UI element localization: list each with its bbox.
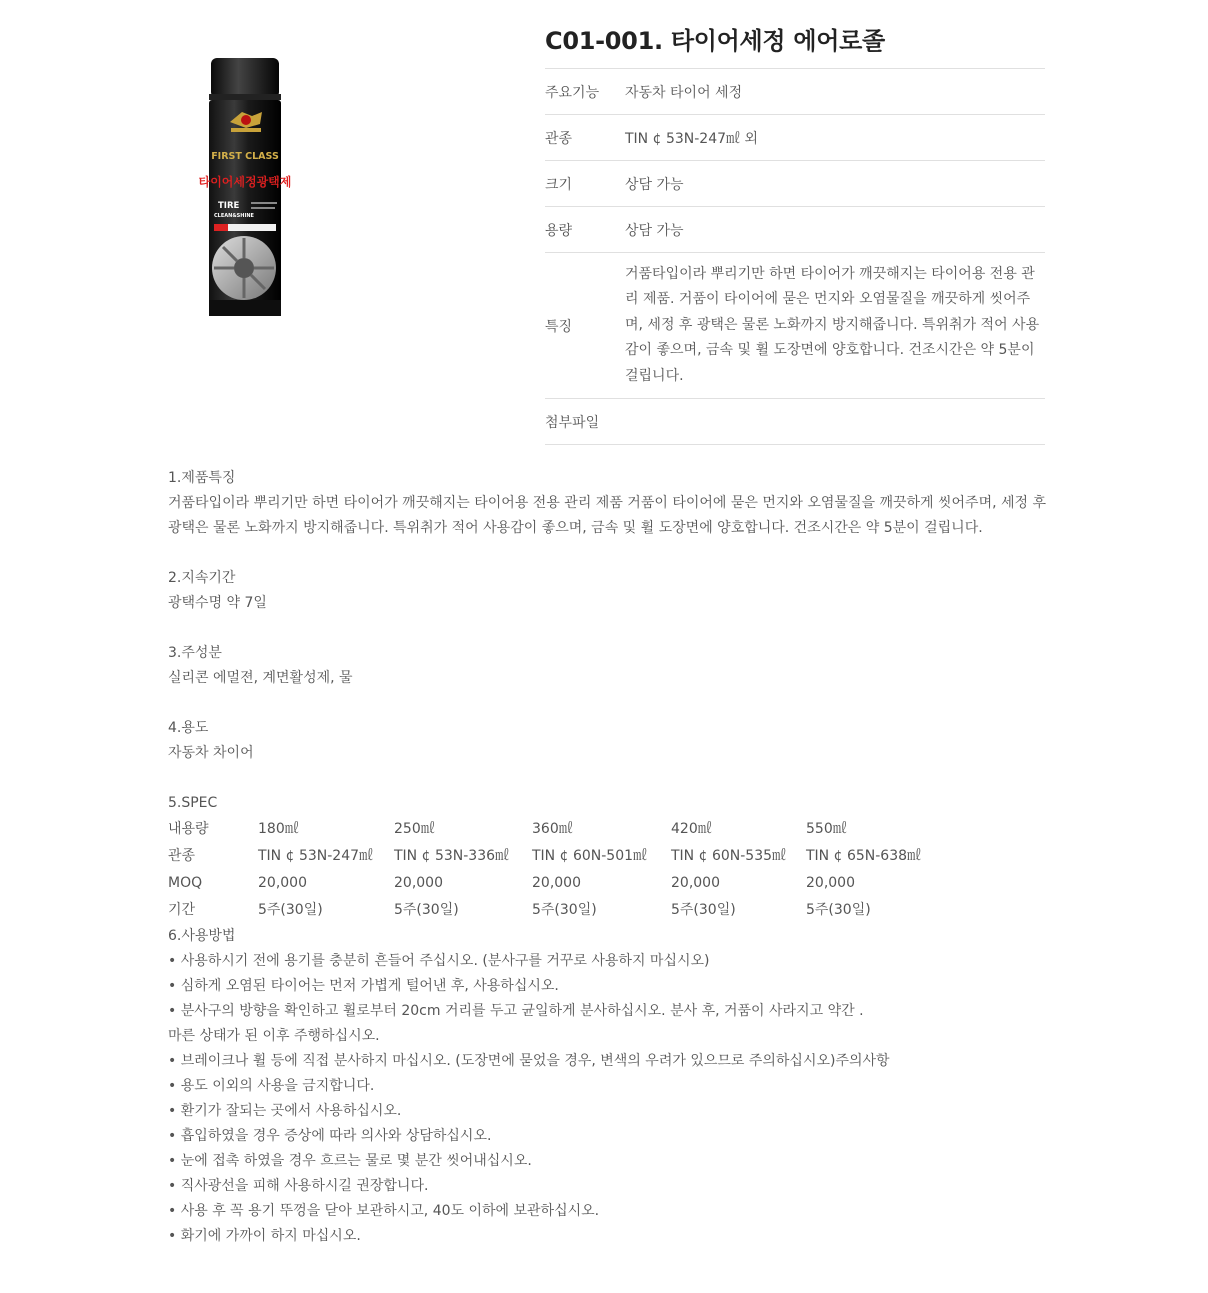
spec-cell: TIN ¢ 65N-638㎖: [806, 848, 922, 864]
spec-cell: 관종: [168, 848, 196, 864]
spec-cell: 20,000: [532, 875, 581, 891]
spec-cell: 20,000: [671, 875, 720, 891]
usage-item: • 사용하시기 전에 용기를 충분히 흔들어 주십시오. (분사구를 거꾸로 사용하지 마십시오): [168, 953, 710, 969]
spec-cell: 5주(30일): [258, 902, 323, 918]
info-row-size: [545, 161, 1045, 207]
spec-cell: 5주(30일): [394, 902, 459, 918]
spec-cell: TIN ¢ 60N-501㎖: [532, 848, 648, 864]
info-row-can-type: [545, 115, 1045, 161]
spec-cell: 180㎖: [258, 821, 299, 837]
usage-item: • 직사광선을 피해 사용하시길 권장합니다.: [168, 1178, 429, 1194]
spec-cell: 20,000: [258, 875, 307, 891]
info-row-attachment: [545, 399, 1045, 445]
usage-item: • 용도 이외의 사용을 금지합니다.: [168, 1078, 375, 1094]
info-row-function: [545, 69, 1045, 115]
spec-cell: TIN ¢ 53N-336㎖: [394, 848, 510, 864]
section-title: 4.용도: [168, 720, 209, 736]
svg-text:타이어세정광택제: 타이어세정광택제: [198, 175, 292, 189]
spec-cell: 420㎖: [671, 821, 712, 837]
info-label: 주요기능: [545, 84, 600, 101]
info-value: 상담 가능: [625, 176, 684, 193]
usage-item: • 눈에 접촉 하였을 경우 흐르는 물로 몇 분간 씻어내십시오.: [168, 1153, 532, 1169]
info-label: 관종: [545, 130, 573, 147]
section-title: 3.주성분: [168, 645, 222, 661]
section-title: 1.제품특징: [168, 470, 236, 486]
info-row-capacity: [545, 207, 1045, 253]
section-title: 2.지속기간: [168, 570, 236, 586]
spec-cell: 기간: [168, 902, 196, 918]
spec-cell: 5주(30일): [806, 902, 871, 918]
info-label: 첨부파일: [545, 414, 600, 431]
product-description: [168, 466, 1048, 1249]
usage-item: • 흡입하였을 경우 증상에 따라 의사와 상담하십시오.: [168, 1128, 492, 1144]
spec-cell: 20,000: [806, 875, 855, 891]
usage-list: [168, 949, 1048, 1249]
spec-cell: 550㎖: [806, 821, 847, 837]
spec-row-moq: [168, 870, 936, 897]
svg-text:FIRST CLASS: FIRST CLASS: [211, 151, 279, 162]
spec-cell: 360㎖: [532, 821, 573, 837]
spec-cell: 5주(30일): [671, 902, 736, 918]
info-value: 상담 가능: [625, 222, 684, 239]
spec-cell: 250㎖: [394, 821, 435, 837]
product-image: [196, 56, 296, 322]
spec-row-volume: [168, 816, 936, 843]
spec-table: [168, 816, 936, 924]
spec-cell: TIN ¢ 53N-247㎖: [258, 848, 374, 864]
section-body: 거품타입이라 뿌리기만 하면 타이어가 깨끗해지는 타이어용 전용 관리 제품 거품이 타이어에 묻은 먼지와 오염물질을 깨끗하게 씻어주며, 세정 후 광택은 물론 노화까지 방지해줍니다. 특위취가 적어 사용감이 좋으며, 금속 및 휠 도장면에 양호합니다. 건조시간은 약 5분이 걸립니다.: [168, 495, 1047, 536]
spec-row-period: [168, 897, 936, 924]
info-value: 거품타입이라 뿌리기만 하면 타이어가 깨끗해지는 타이어용 전용 관리 제품. 거품이 타이어에 묻은 먼지와 오염물질을 깨끗하게 씻어주며, 세정 후 광택은 물론 노화까지 방지해줍니다. 특위취가 적어 사용감이 좋으며, 금속 및 휠 도장면에 양호합니다. 건조시간은 약 5분이 걸립니다.: [625, 265, 1040, 384]
section-title: 6.사용방법: [168, 928, 236, 944]
product-info: [545, 22, 1045, 445]
svg-text:CLEAN&SHINE: CLEAN&SHINE: [214, 213, 254, 219]
info-value: 자동차 타이어 세정: [625, 84, 743, 101]
usage-item: • 환기가 잘되는 곳에서 사용하십시오.: [168, 1103, 402, 1119]
info-value: TIN ¢ 53N-247㎖ 외: [625, 130, 758, 147]
section-body: 실리콘 에멀젼, 계면활성제, 물: [168, 670, 353, 686]
usage-item: • 브레이크나 휠 등에 직접 분사하지 마십시오. (도장면에 묻었을 경우, 변색의 우려가 있으므로 주의하십시오)주의사항: [168, 1053, 890, 1069]
info-label: 용량: [545, 222, 573, 239]
spec-cell: TIN ¢ 60N-535㎖: [671, 848, 787, 864]
usage-item: • 화기에 가까이 하지 마십시오.: [168, 1228, 361, 1244]
spec-cell: 내용량: [168, 821, 209, 837]
info-label: 특징: [545, 318, 573, 335]
spec-cell: 5주(30일): [532, 902, 597, 918]
usage-item: • 사용 후 꼭 용기 뚜껑을 닫아 보관하시고, 40도 이하에 보관하십시오.: [168, 1203, 600, 1219]
info-label: 크기: [545, 176, 573, 193]
spec-cell: MOQ: [168, 875, 203, 891]
product-title: C01-001. 타이어세정 에어로졸: [545, 22, 1045, 69]
usage-item: • 심하게 오염된 타이어는 먼저 가볍게 털어낸 후, 사용하십시오.: [168, 978, 559, 994]
spec-cell: 20,000: [394, 875, 443, 891]
usage-item: 마른 상태가 된 이후 주행하십시오.: [168, 1028, 380, 1044]
usage-item: • 분사구의 방향을 확인하고 휠로부터 20cm 거리를 두고 균일하게 분사하십시오. 분사 후, 거품이 사라지고 약간 .: [168, 1003, 864, 1019]
info-row-features: [545, 253, 1045, 399]
spec-row-can-type: [168, 843, 936, 870]
svg-text:TIRE: TIRE: [218, 201, 240, 211]
section-title: 5.SPEC: [168, 795, 218, 811]
section-body: 자동차 차이어: [168, 745, 254, 761]
section-body: 광택수명 약 7일: [168, 595, 267, 611]
